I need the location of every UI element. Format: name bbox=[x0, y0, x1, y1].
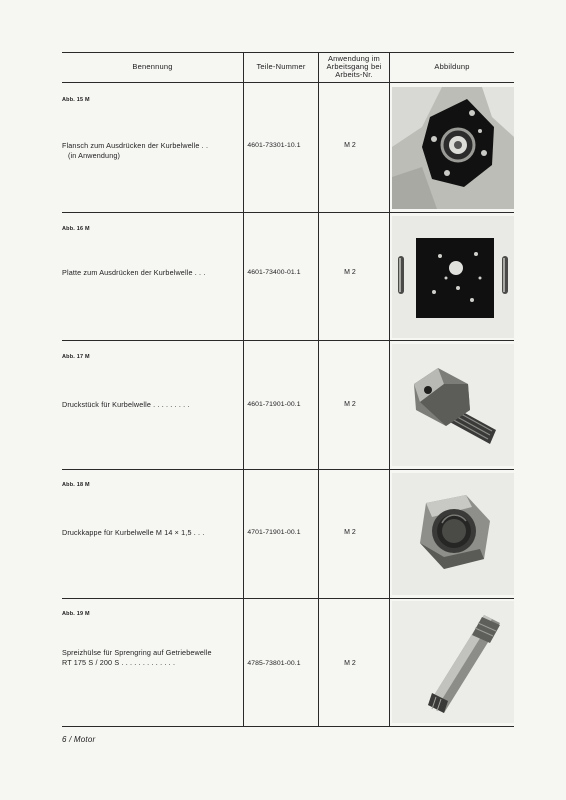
figure-ref: Abb. 16 M bbox=[62, 226, 90, 232]
flange-photo-svg bbox=[392, 87, 514, 209]
expansion-sleeve-photo bbox=[392, 601, 514, 723]
part-number: 4785-73801-00.1 bbox=[247, 660, 301, 667]
item-name-line: (in Anwendung) bbox=[68, 151, 121, 160]
item-name-line: Platte zum Ausdrücken der Kurbelwelle . . . bbox=[62, 268, 206, 277]
part-number: 4601-73400-01.1 bbox=[247, 269, 301, 276]
usage-code: M 2 bbox=[344, 269, 356, 276]
header-teile-nummer: Teile-Nummer bbox=[256, 62, 306, 71]
header-anwendung-line: Arbeitsgang bei bbox=[326, 62, 382, 71]
item-name bbox=[62, 400, 240, 410]
expansion-sleeve-photo-svg bbox=[392, 601, 514, 723]
item-name-line: RT 175 S / 200 S . . . . . . . . . . . . . bbox=[62, 658, 176, 667]
figure-ref: Abb. 18 M bbox=[62, 482, 90, 488]
pressure-cap-photo bbox=[392, 473, 514, 595]
part-number: 4601-71901-00.1 bbox=[247, 401, 301, 408]
item-name bbox=[62, 528, 240, 538]
pressure-piece-photo bbox=[392, 344, 514, 466]
header-anwendung-line: Arbeits-Nr. bbox=[335, 70, 373, 79]
figure-ref: Abb. 17 M bbox=[62, 354, 90, 360]
item-name-line: Flansch zum Ausdrücken der Kurbelwelle . . bbox=[62, 141, 209, 150]
figure-ref: Abb. 15 M bbox=[62, 97, 90, 103]
part-number: 4701-71901-00.1 bbox=[247, 529, 301, 536]
table-row bbox=[62, 470, 514, 598]
table-row bbox=[62, 213, 514, 340]
part-number: 4601-73301-10.1 bbox=[247, 142, 301, 149]
header-benennung: Benennung bbox=[132, 62, 173, 71]
header-anwendung bbox=[319, 52, 389, 82]
table-row bbox=[62, 341, 514, 469]
pressure-cap-photo-svg bbox=[392, 473, 514, 595]
usage-code: M 2 bbox=[344, 142, 356, 149]
usage-code: M 2 bbox=[344, 529, 356, 536]
table-row bbox=[62, 599, 514, 726]
item-name bbox=[62, 648, 240, 668]
pressure-piece-photo-svg bbox=[392, 344, 514, 466]
plate-photo bbox=[392, 216, 514, 338]
table-row bbox=[62, 83, 514, 212]
flange-photo bbox=[392, 87, 514, 209]
usage-code: M 2 bbox=[344, 401, 356, 408]
header-anwendung-line: Anwendung im bbox=[327, 54, 380, 63]
header-abbildung: Abbildunp bbox=[434, 62, 470, 71]
figure-ref: Abb. 19 M bbox=[62, 611, 90, 617]
item-name-line: Spreizhülse für Sprengring auf Getriebewelle bbox=[62, 648, 212, 657]
plate-photo-svg bbox=[392, 216, 514, 338]
page-footer: 6 / Motor bbox=[62, 735, 96, 744]
item-name-line: Druckstück für Kurbelwelle . . . . . . . . . bbox=[62, 400, 190, 409]
item-name bbox=[62, 268, 240, 278]
item-name bbox=[62, 141, 240, 161]
item-name-line: Druckkappe für Kurbelwelle M 14 × 1,5 . . . bbox=[62, 528, 205, 537]
table-bottom-rule bbox=[62, 726, 514, 727]
usage-code: M 2 bbox=[344, 660, 356, 667]
